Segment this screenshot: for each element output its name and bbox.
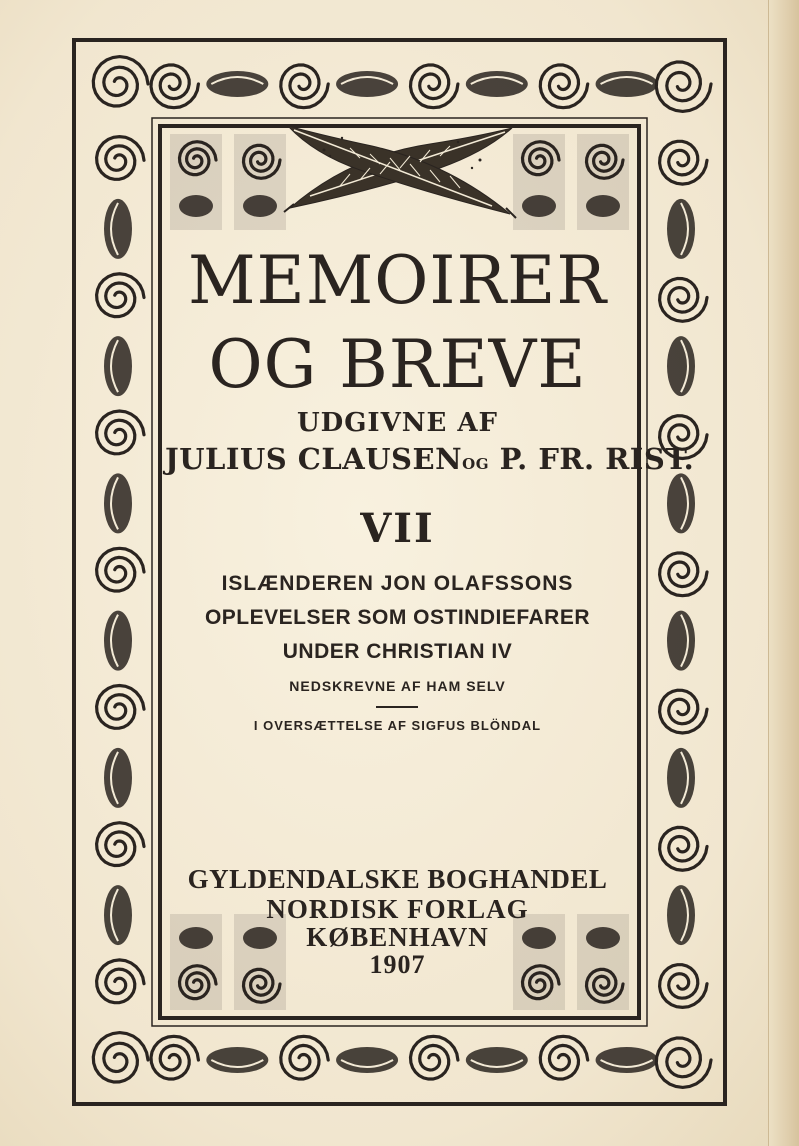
border-blob-icon — [466, 1047, 528, 1073]
swirl-icon — [97, 411, 144, 454]
volume-number: VII — [360, 505, 435, 552]
editor-1: JULIUS CLAUSEN — [165, 442, 463, 476]
swirl-icon — [281, 65, 328, 108]
swirl-icon — [97, 137, 144, 180]
edited-by-label: UDGIVNE AF — [296, 408, 499, 438]
swirl-icon — [411, 65, 458, 108]
swirl-icon — [151, 65, 198, 108]
border-blob-icon — [104, 473, 132, 533]
swirl-icon — [411, 1036, 458, 1079]
border-blob-icon — [336, 71, 398, 97]
translator-credit: I OVERSÆTTELSE AF SIGFUS BLÖNDAL — [253, 718, 542, 733]
swirl-icon — [660, 141, 707, 184]
crossed-quills-icon — [280, 116, 520, 226]
swirl-icon — [97, 274, 144, 317]
editors-line — [165, 442, 695, 476]
swirl-icon — [660, 965, 707, 1008]
subtitle-line-2: OPLEVELSER SOM OSTINDIEFARER — [204, 606, 591, 629]
title-line-1: MEMOIRER — [187, 242, 608, 319]
border-blob-icon — [206, 1047, 268, 1073]
title-line-2: OG BREVE — [208, 326, 587, 403]
border-blob-icon — [104, 611, 132, 671]
border-blob-icon — [466, 71, 528, 97]
subtitle-line-3: UNDER CHRISTIAN IV — [282, 640, 513, 663]
border-blob-icon — [667, 199, 695, 259]
border-blob-icon — [667, 611, 695, 671]
subtitle-line-1: ISLÆNDEREN JON OLAFSSONS — [221, 572, 574, 595]
border-blob-icon — [667, 748, 695, 808]
swirl-icon — [97, 823, 144, 866]
border-blob-icon — [206, 71, 268, 97]
title-page — [165, 112, 695, 1024]
border-blob-icon — [596, 71, 658, 97]
divider-rule — [376, 706, 418, 708]
border-blob-icon — [336, 1047, 398, 1073]
swirl-icon — [97, 960, 144, 1003]
border-blob-icon — [104, 336, 132, 396]
publisher-line-2: NORDISK FORLAG — [266, 894, 529, 924]
border-blob-icon — [667, 336, 695, 396]
border-blob-icon — [104, 748, 132, 808]
swirl-icon — [656, 62, 711, 111]
border-blob-icon — [104, 199, 132, 259]
conjunction: OG — [462, 455, 490, 473]
border-blob-icon — [667, 473, 695, 533]
border-blob-icon — [104, 885, 132, 945]
swirl-icon — [660, 279, 707, 322]
publisher-line-1: GYLDENDALSKE BOGHANDEL — [187, 864, 608, 894]
border-blob-icon — [667, 885, 695, 945]
swirl-icon — [656, 1038, 711, 1087]
publication-year: 1907 — [369, 950, 426, 979]
swirl-icon — [97, 548, 144, 591]
page-edge — [768, 0, 799, 1146]
swirl-icon — [660, 690, 707, 733]
swirl-icon — [97, 686, 144, 729]
swirl-icon — [660, 827, 707, 870]
swirl-icon — [93, 1033, 148, 1082]
subtitle-line-4: NEDSKREVNE AF HAM SELV — [289, 678, 506, 694]
swirl-icon — [540, 1036, 587, 1079]
editor-2: P. FR. RIST. — [499, 442, 695, 476]
swirl-icon — [660, 553, 707, 596]
swirl-icon — [540, 65, 587, 108]
border-blob-icon — [596, 1047, 658, 1073]
swirl-icon — [281, 1036, 328, 1079]
publisher-city: KØBENHAVN — [306, 922, 489, 952]
swirl-icon — [93, 57, 148, 106]
swirl-icon — [151, 1036, 198, 1079]
